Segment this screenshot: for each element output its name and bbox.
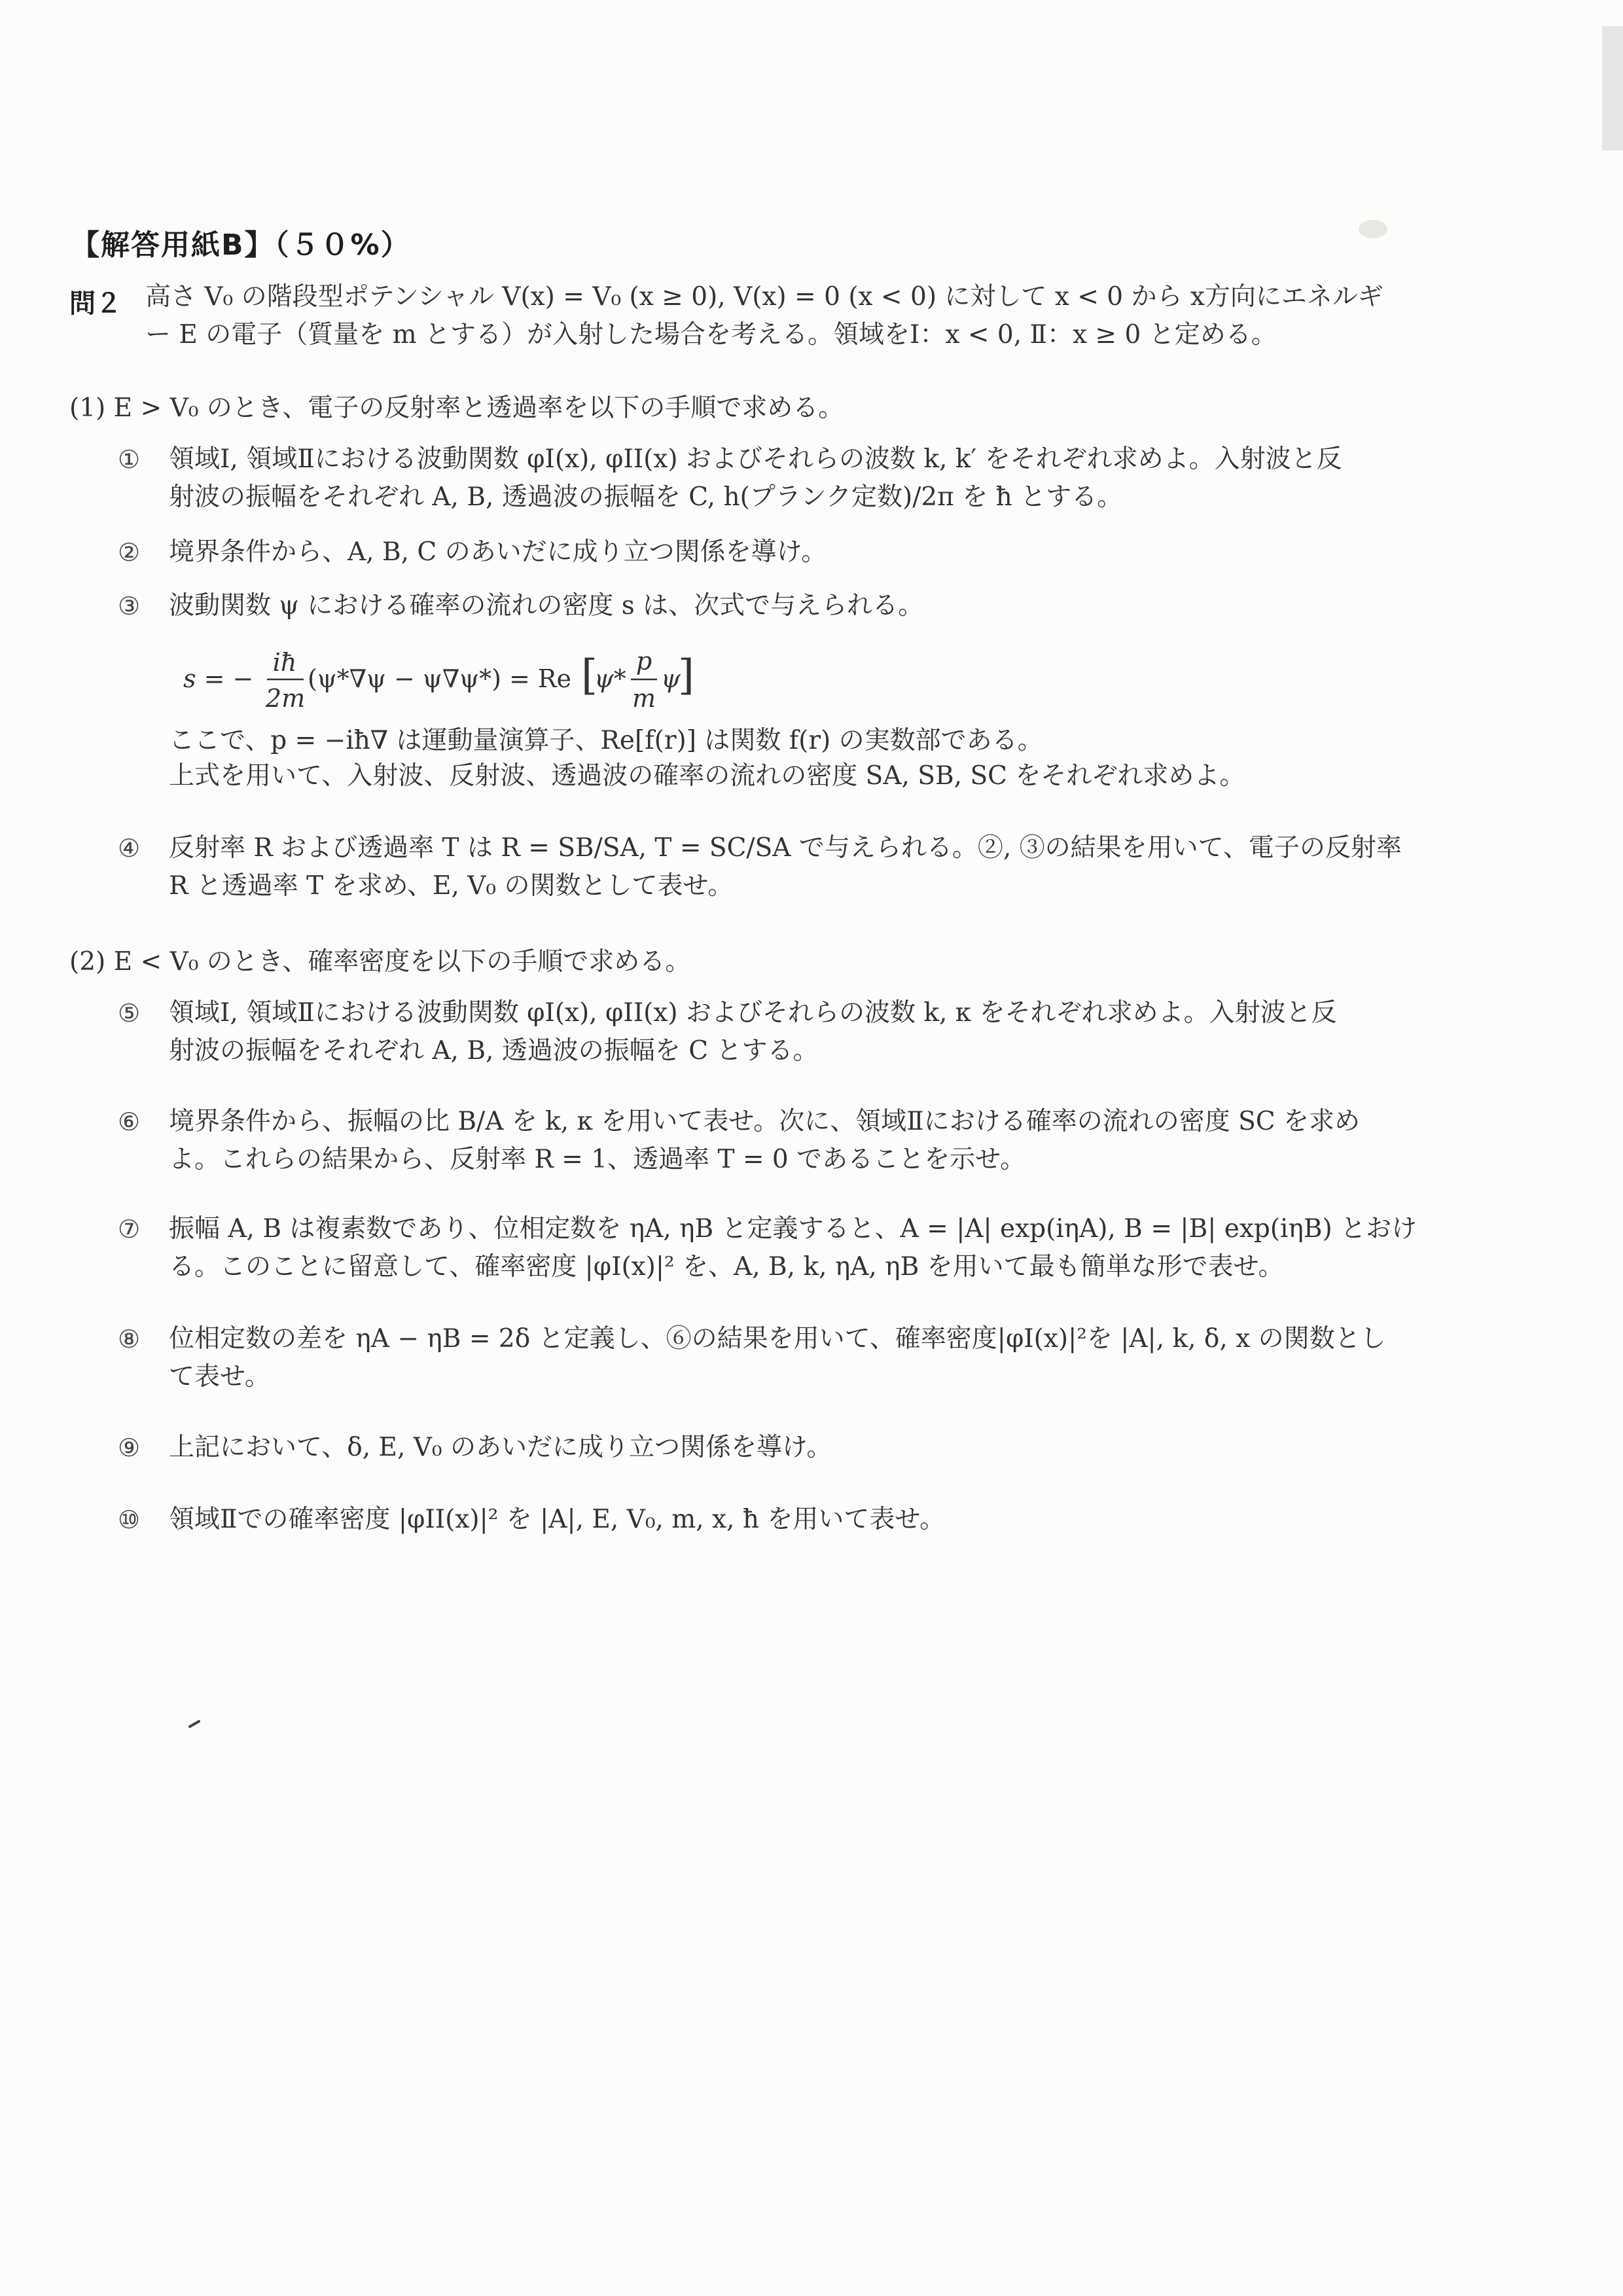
item-1-line-1: 領域Ⅰ, 領域Ⅱにおける波動関数 φI(x), φII(x) およびそれらの波数 k, k′ をそれぞれ求めよ。入射波と反 <box>169 444 1342 474</box>
item-2-number: ② <box>118 538 141 567</box>
item-6-line-1: 境界条件から、振幅の比 B/A を k, κ を用いて表せ。次に、領域Ⅱにおける確率の流れの密度 SC を求め <box>169 1107 1361 1136</box>
item-6-number: ⑥ <box>118 1107 141 1136</box>
formula-frac1-numerator: iħ <box>272 648 297 677</box>
formula-frac2-denominator: m <box>632 684 656 713</box>
item-10-number: ⑩ <box>118 1505 141 1534</box>
item-3-after-line-1: ここで、p = −iħ∇ は運動量演算子、Re[f(r)] は関数 f(r) の実数部である。 <box>169 726 1043 755</box>
probability-current-formula <box>183 645 733 717</box>
item-7-number: ⑦ <box>118 1215 141 1244</box>
item-2-line-1: 境界条件から、A, B, C のあいだに成り立つ関係を導け。 <box>169 537 827 567</box>
item-6-line-2: よ。これらの結果から、反射率 R = 1、透過率 T = 0 であることを示せ。 <box>169 1145 1026 1174</box>
formula-frac2-numerator: p <box>635 647 652 675</box>
question-label: 問２ <box>69 289 122 319</box>
item-3-after-line-2: 上式を用いて、入射波、反射波、透過波の確率の流れの密度 SA, SB, SC をそれぞれ求めよ。 <box>169 761 1245 791</box>
sheet-header: 【解答用紙B】（５０%） <box>71 228 411 262</box>
item-8-line-2: て表せ。 <box>169 1362 270 1391</box>
item-8-number: ⑧ <box>118 1325 141 1354</box>
item-9-line-1: 上記において、δ, E, V₀ のあいだに成り立つ関係を導け。 <box>169 1433 832 1462</box>
item-4-number: ④ <box>118 834 141 863</box>
item-7-line-2: る。このことに留意して、確率密度 |φI(x)|² を、A, B, k, ηA, ηB を用いて最も簡単な形で表せ。 <box>169 1252 1284 1282</box>
item-4-line-1: 反射率 R および透過率 T は R = SB/SA, T = SC/SA で与えられる。②, ③の結果を用いて、電子の反射率 <box>169 833 1402 863</box>
scan-speck <box>188 1719 204 1729</box>
item-5-line-1: 領域Ⅰ, 領域Ⅱにおける波動関数 φI(x), φII(x) およびそれらの波数 k, κ をそれぞれ求めよ。入射波と反 <box>169 998 1337 1028</box>
item-9-number: ⑨ <box>118 1433 141 1462</box>
item-3-line-1: 波動関数 ψ における確率の流れの密度 s は、次式で与えられる。 <box>169 591 924 620</box>
formula-frac1-denominator: 2m <box>265 684 306 713</box>
item-5-number: ⑤ <box>118 999 141 1028</box>
item-7-line-1: 振幅 A, B は複素数であり、位相定数を ηA, ηB と定義すると、A = |A| exp(iηA), B = |B| exp(iηB) とおけ <box>169 1214 1418 1244</box>
item-5-line-2: 射波の振幅をそれぞれ A, B, 透過波の振幅を C とする。 <box>169 1036 819 1066</box>
scan-edge-mark <box>1596 26 1623 151</box>
item-4-line-2: R と透過率 T を求め、E, V₀ の関数として表せ。 <box>169 871 734 901</box>
item-1-line-2: 射波の振幅をそれぞれ A, B, 透過波の振幅を C, h(プランク定数)/2π を ħ とする。 <box>169 482 1123 512</box>
formula-open-bracket: [ <box>581 651 597 700</box>
formula-middle: (ψ*∇ψ − ψ∇ψ*) = Re <box>308 664 572 693</box>
part-1-heading: (1) E > V₀ のとき、電子の反射率と透過率を以下の手順で求める。 <box>69 393 844 423</box>
formula-lhs: s = − <box>183 664 254 693</box>
item-1-number: ① <box>118 445 141 474</box>
item-8-line-1: 位相定数の差を ηA − ηB = 2δ と定義し、⑥の結果を用いて、確率密度|φI(x)|²を |A|, k, δ, x の関数とし <box>169 1324 1386 1354</box>
item-3-number: ③ <box>118 592 141 620</box>
scan-smudge <box>1348 209 1400 249</box>
formula-svg <box>183 645 733 717</box>
formula-bracket-pre: ψ* <box>594 664 626 693</box>
question-intro-line-2: ー E の電子（質量を m とする）が入射した場合を考える。領域をⅠ：x < 0, Ⅱ：x ≥ 0 と定める。 <box>145 320 1277 350</box>
item-10-line-1: 領域Ⅱでの確率密度 |φII(x)|² を |A|, E, V₀, m, x, ħ を用いて表せ。 <box>169 1505 946 1534</box>
formula-bracket-post: ψ <box>661 664 681 693</box>
formula-close-bracket: ] <box>678 651 694 700</box>
part-2-heading: (2) E < V₀ のとき、確率密度を以下の手順で求める。 <box>69 947 691 977</box>
question-intro-line-1: 高さ V₀ の階段型ポテンシャル V(x) = V₀ (x ≥ 0), V(x) = 0 (x < 0) に対して x < 0 から x方向にエネルギ <box>145 282 1383 312</box>
